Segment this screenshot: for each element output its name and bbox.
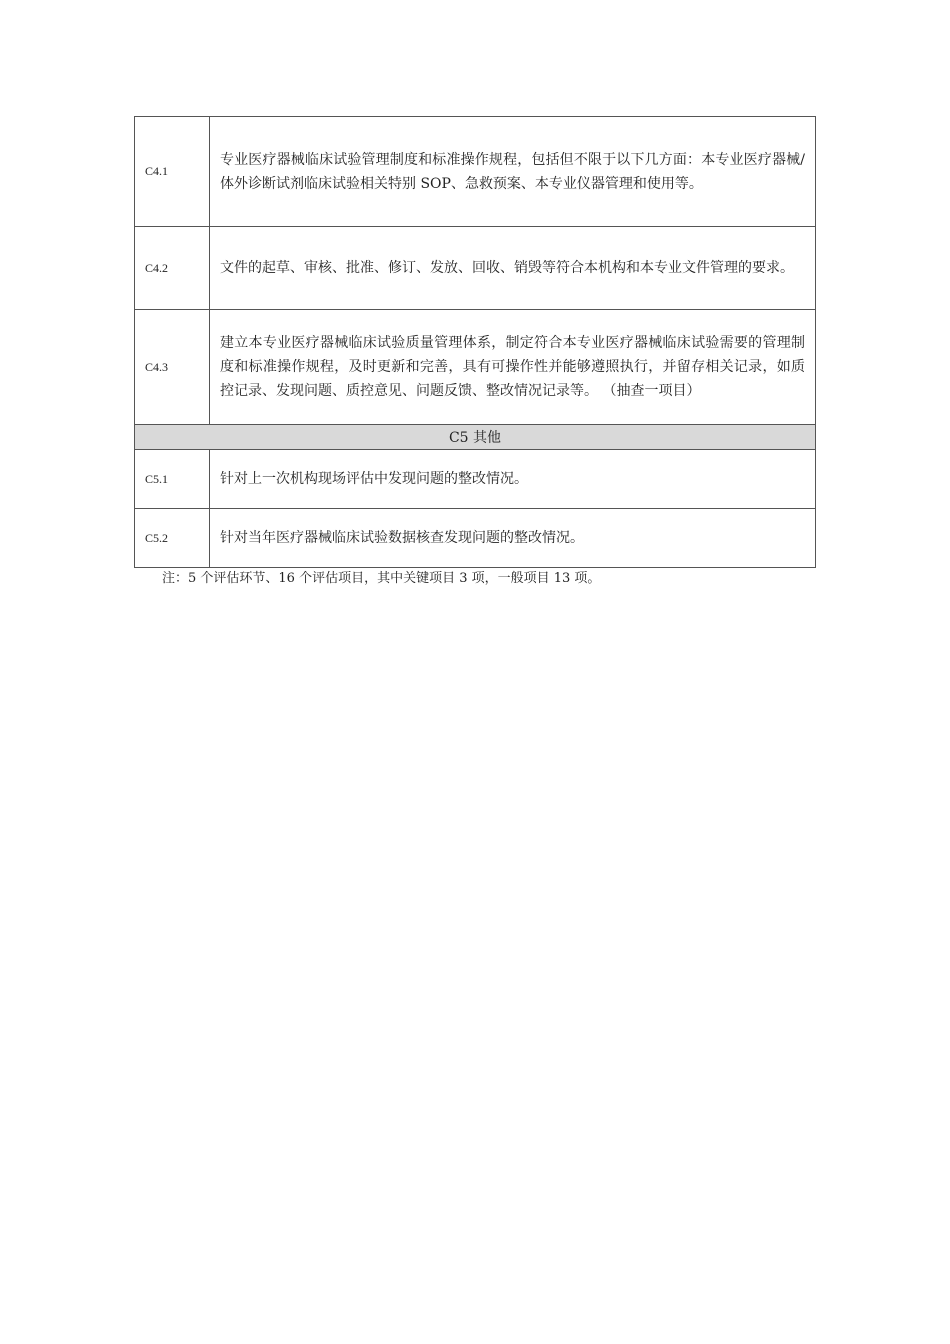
- table-row: [135, 450, 816, 509]
- item-code: C4.1: [135, 117, 210, 227]
- evaluation-table: [134, 116, 816, 568]
- item-description: 针对上一次机构现场评估中发现问题的整改情况。: [210, 450, 816, 509]
- item-description: 建立本专业医疗器械临床试验质量管理体系，制定符合本专业医疗器械临床试验需要的管理制度和标准操作规程，及时更新和完善，具有可操作性并能够遵照执行，并留存相关记录，如质控记录、发现问题、质控意见、问题反馈、整改情况记录等。 （抽查一项目）: [210, 310, 816, 425]
- item-description: 针对当年医疗器械临床试验数据核查发现问题的整改情况。: [210, 509, 816, 568]
- item-code: C5.1: [135, 450, 210, 509]
- item-code: C5.2: [135, 509, 210, 568]
- footnote: 注：5 个评估环节、16 个评估项目，其中关键项目 3 项，一般项目 13 项。: [162, 571, 601, 586]
- item-description: 文件的起草、审核、批准、修订、发放、回收、销毁等符合本机构和本专业文件管理的要求。: [210, 227, 816, 310]
- item-code: C4.3: [135, 310, 210, 425]
- item-code: C4.2: [135, 227, 210, 310]
- section-title: C5 其他: [135, 425, 816, 450]
- table-row: [135, 509, 816, 568]
- table-row: [135, 227, 816, 310]
- table-row: [135, 117, 816, 227]
- section-header-row: [135, 425, 816, 450]
- table-row: [135, 310, 816, 425]
- item-description: 专业医疗器械临床试验管理制度和标准操作规程，包括但不限于以下几方面：本专业医疗器械/体外诊断试剂临床试验相关特别 SOP、急救预案、本专业仪器管理和使用等。: [210, 117, 816, 227]
